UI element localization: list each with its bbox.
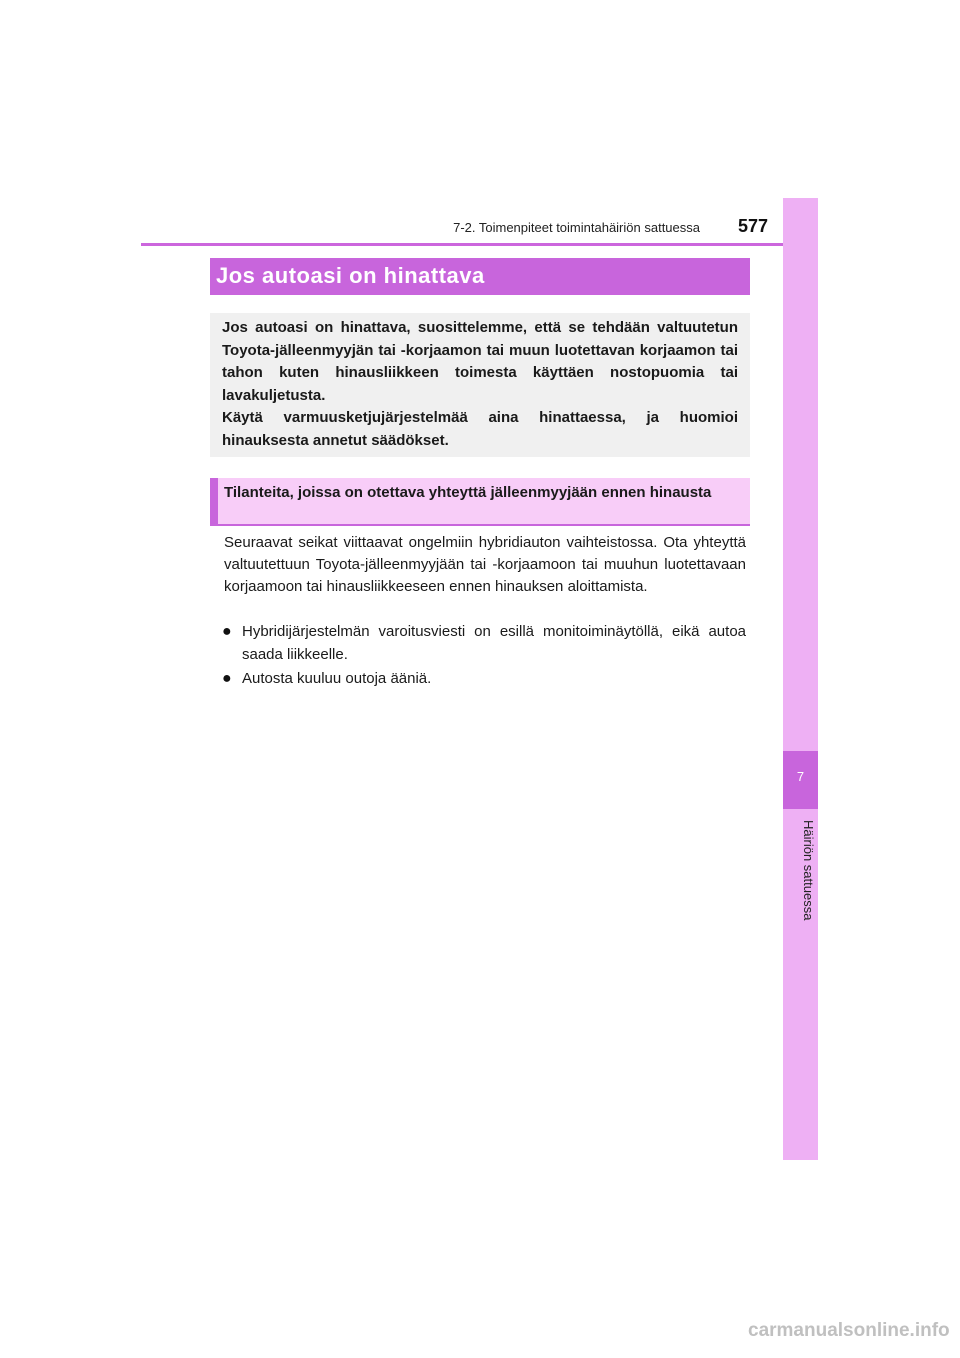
list-item-text: Autosta kuuluu outoja ääniä. [242,670,432,687]
list-item [222,621,746,666]
list-item [222,668,746,691]
bullet-dot-icon: ● [222,670,232,687]
body-text [224,532,746,598]
intro-paragraph-2: Käytä varmuusketjujärjestelmää aina hinattaessa, ja huomioi hinauksesta annetut säädökset. [222,409,738,449]
section-title: Jos autoasi on hinattava [210,258,750,295]
page-number: 577 [738,216,769,236]
running-header-section: 7-2. Toimenpiteet toimintahäiriön sattuessa [453,220,700,235]
bullet-dot-icon: ● [222,623,232,640]
chapter-side-tab [783,198,818,1160]
intro-box [210,313,750,457]
chapter-number-tab: 7 [783,751,818,809]
body-paragraph: Seuraavat seikat viittaavat ongelmiin hybridiauton vaihteistossa. Ota yhteyttä valtuutettuun Toyota-jälleenmyyjään tai -korjaamoon tai muuhun luotettavaan korjaamoon tai hinausliikkeeseen ennen hinauksen aloittamista. [224,534,746,595]
sub-heading: Tilanteita, joissa on otettava yhteyttä jälleenmyyjään ennen hinausta [210,478,750,526]
watermark: carmanualsonline.info [748,1320,950,1341]
chapter-title-vertical: Häiriön sattuessa [801,820,816,921]
header-divider [141,243,818,246]
list-item-text: Hybridijärjestelmän varoitusviesti on esillä monitoiminäytöllä, eikä autoa saada liikkeelle. [242,623,746,663]
intro-paragraph-1: Jos autoasi on hinattava, suosittelemme, että se tehdään valtuutetun Toyota-jälleenmyyjän tai -korjaamon tai muun luotettavan korjaamon tai tahon kuten hinausliikkeen toimesta käyttäen nostopuomia tai lavakuljetusta. [222,319,738,404]
